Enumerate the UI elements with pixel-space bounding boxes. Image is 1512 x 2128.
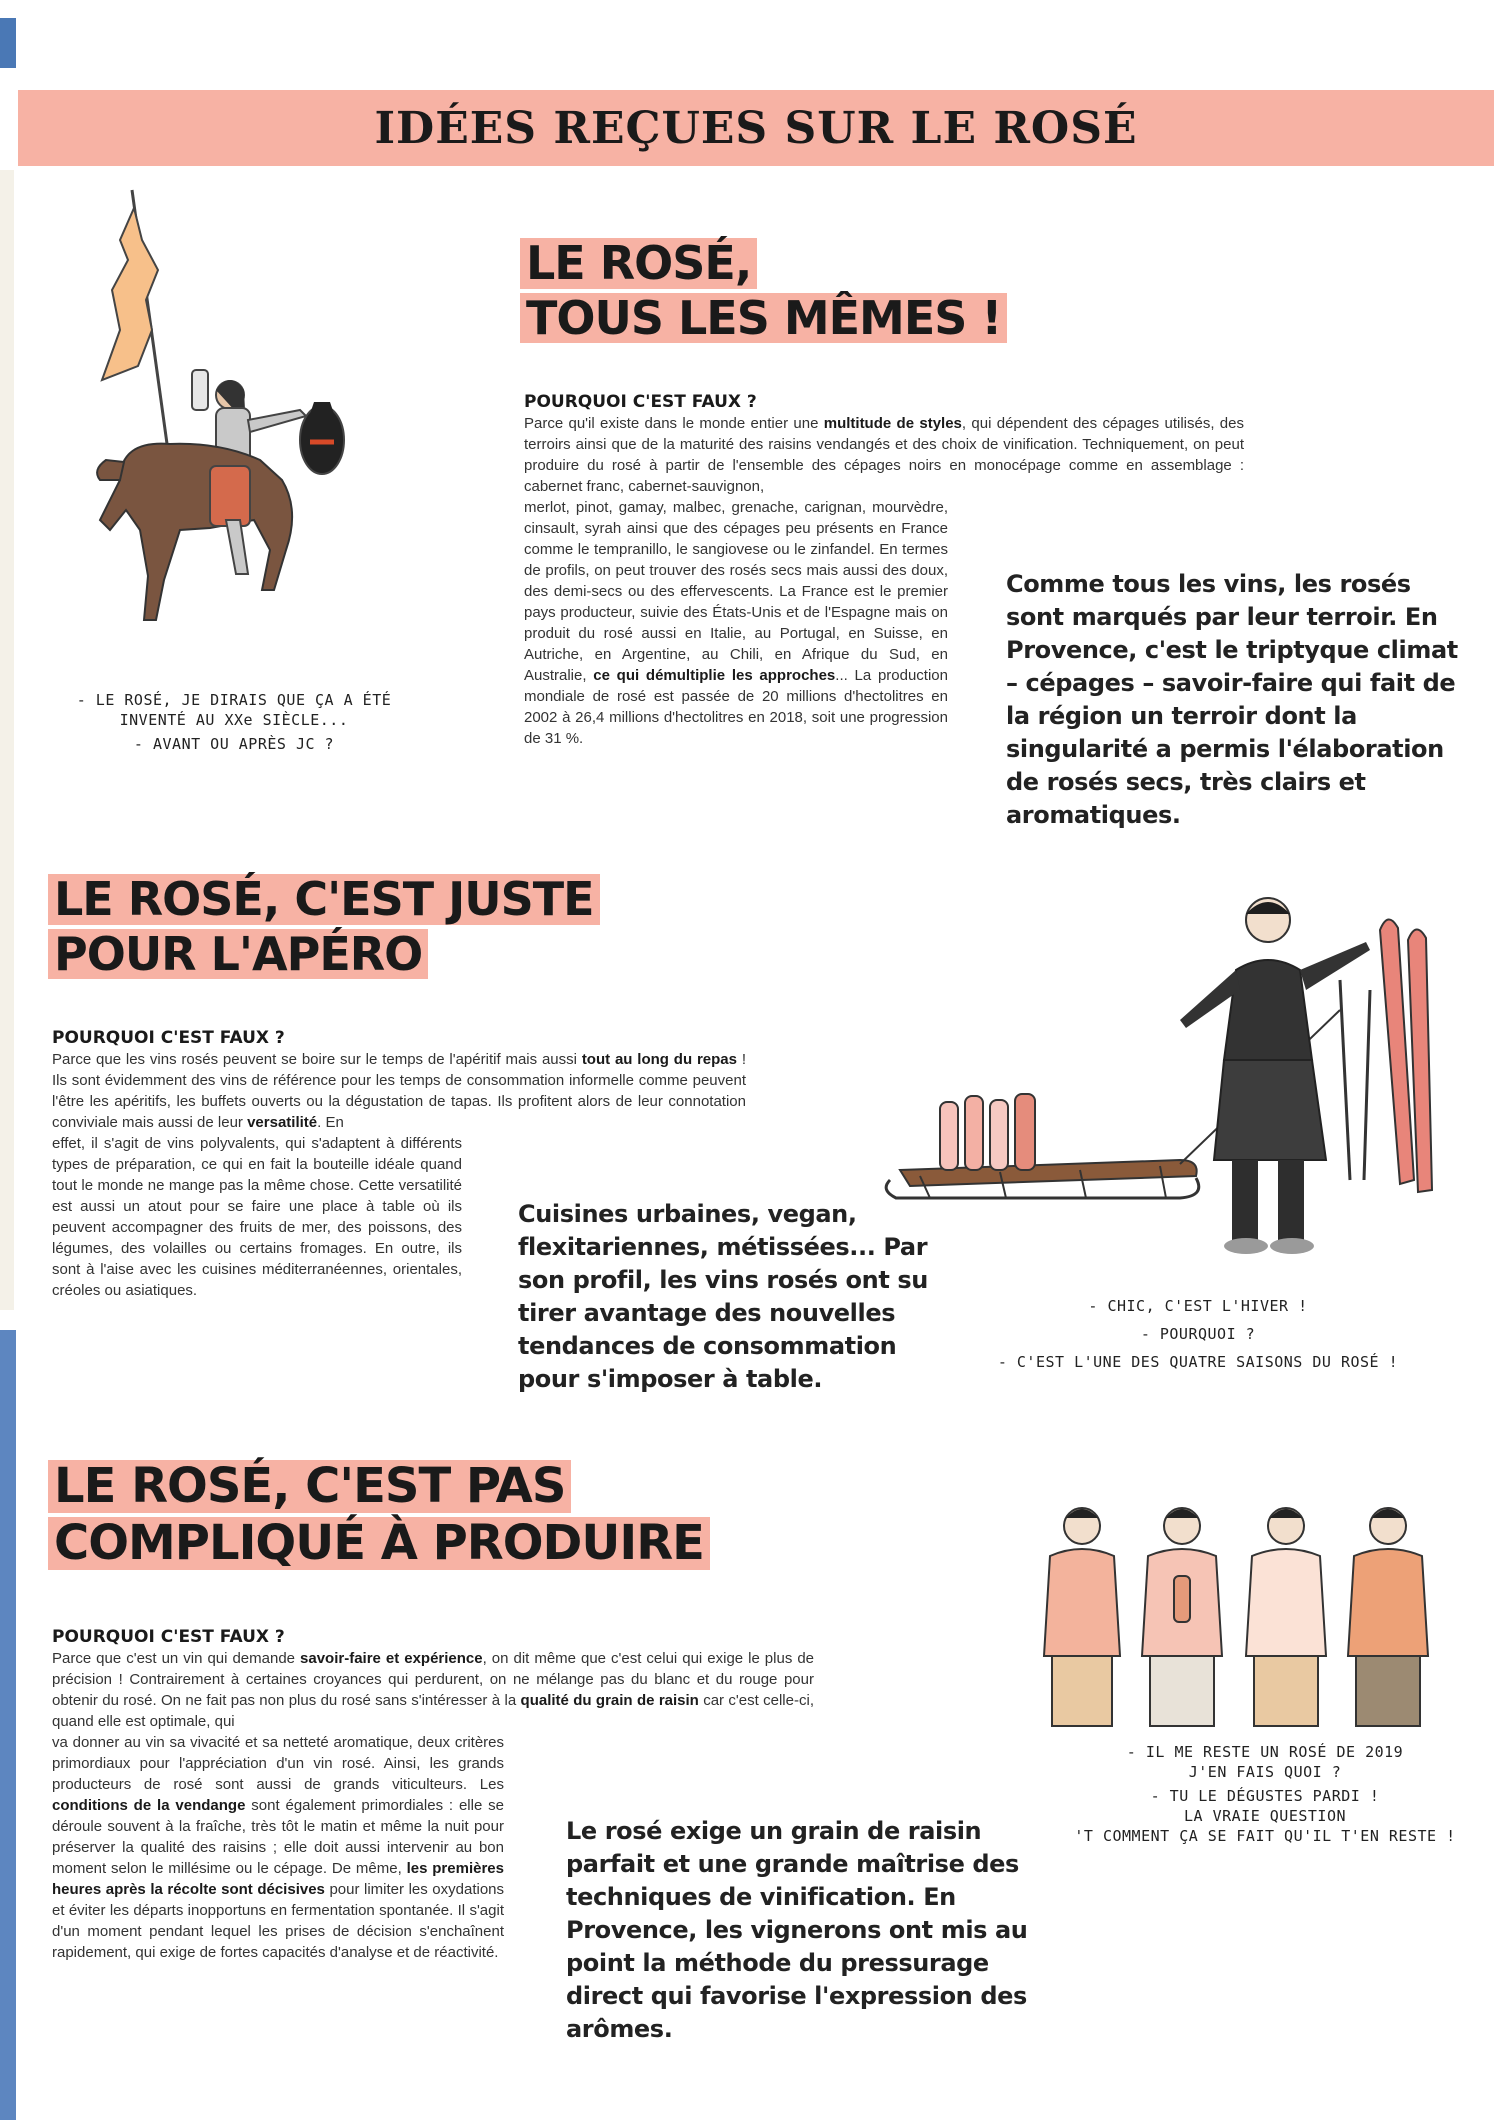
body-bold-run: ce qui démultiplie les approches [593,667,836,684]
man-figure [1142,1508,1222,1726]
four-men-in-shirts-illustration [1030,1496,1450,1746]
body-text-run: car c'est celle-ci, quand elle est optimale, qui [52,1692,814,1730]
heading-line: LE ROSÉ, C'EST PAS [48,1460,571,1513]
man-figure [1044,1508,1120,1726]
illustration-caption [44,690,424,754]
pull-quote: Le rosé exige un grain de raisin parfait et une grande maîtrise des techniques de vinification. En Provence, les vignerons ont mis au point la méthode du pressurage direct qui favorise l'expression des arômes. [566,1817,1028,2043]
body-text-run: ! Ils sont évidemment des vins de référence pour les temps de consommation informelle comme peuvent l'être les apéritifs, les buffets ouverts ou la dégustation de tapas. Ils profitent alors de leur connotation conviviale mais aussi de leur [52,1051,747,1131]
caption-line: - AVANT OU APRÈS JC ? [133,735,335,753]
body-text-run: pour limiter les oxydations et éviter les départs inopportuns en fermentation spontanée. Il s'agit d'un moment pendant lequel les prises de décision s'enchaînent rapidement, qui exige de fortes capacités d'analyse et de réactivité. [52,1881,505,1961]
body-bold-run: tout au long du repas [581,1051,737,1068]
man-figure [1246,1508,1326,1726]
caption-line: - POURQUOI ? [1140,1325,1256,1343]
body-text-run: , qui dépendent des cépages utilisés, des terroirs ainsi que de la maturité des raisins vendangés et des choix de vinification. Techniquement, on peut produire du rosé à partir de l'ensemble des cépages noirs en monocépage comme en assemblage : cabernet franc, cabernet-sauvignon, [524,415,1244,495]
man-figure [1348,1508,1428,1726]
section-heading [520,238,1007,347]
title-banner [18,90,1494,166]
body-bold-run: multitude de styles [823,415,962,432]
page-title: IDÉES REÇUES SUR LE ROSÉ [374,102,1138,154]
caption-line: J'EN FAIS QUOI ? [1188,1763,1342,1781]
body-bold-run: qualité du grain de raisin [520,1692,699,1709]
pull-quote: Cuisines urbaines, vegan, flexitariennes, métissées... Par son profil, les vins rosés ont su tirer avantage des nouvelles tendances de consommation pour s'imposer à table. [518,1200,928,1393]
heading-line: COMPLIQUÉ À PRODUIRE [48,1517,710,1570]
section-body [52,1648,814,1732]
body-text-run: Parce que les vins rosés peuvent se boire sur le temps de l'apéritif mais aussi [52,1051,582,1068]
caption-line: LA VRAIE QUESTION [1183,1807,1347,1825]
caption-line: - LE ROSÉ, JE DIRAIS QUE ÇA A ÉTÉ [76,691,392,709]
caption-line: - TU LE DÉGUSTES PARDI ! [1150,1787,1380,1805]
body-bold-run: conditions de la vendange [52,1797,246,1814]
knight-on-horse-illustration [60,180,350,660]
heading-line: TOUS LES MÊMES ! [520,293,1007,344]
illustration-caption [968,1296,1428,1372]
body-bold-run: savoir-faire et expérience [300,1650,483,1667]
body-text-run: va donner au vin sa vivacité et sa netteté aromatique, deux critères primordiaux pour l'appréciation d'un vin rosé. Ainsi, les grands producteurs de rosé sont aussi de grands viticulteurs. Les [52,1734,504,1793]
heading-line: LE ROSÉ, C'EST JUSTE [48,874,600,925]
pull-quote: Comme tous les vins, les rosés sont marqués par leur terroir. En Provence, c'est le triptyque climat – cépages – savoir-faire qui fait de la région un terroir dont la singularité a permis l'élaboration de rosés secs, très clairs et aromatiques. [1006,570,1458,829]
body-bold-run: versatilité [247,1114,318,1131]
section-body-column [524,497,948,749]
body-text-run: ... La production mondiale de rosé est passée de 20 millions d'hectolitres en 2002 à 26,4 millions d'hectolitres en 2018, soit une progression de 31 %. [524,667,948,747]
section-body [52,1049,746,1133]
heading-line: POUR L'APÉRO [48,929,428,980]
section-subheading: POURQUOI C'EST FAUX ? [52,1627,285,1647]
section-subheading: POURQUOI C'EST FAUX ? [52,1028,285,1048]
section-heading [48,1460,710,1574]
waiter-with-sled-illustration [880,880,1480,1280]
caption-line: 'T COMMENT ÇA SE FAIT QU'IL T'EN RESTE ! [1074,1827,1456,1845]
body-text-run: Parce que c'est un vin qui demande [52,1650,301,1667]
section-body [524,413,1244,497]
body-text-run: sont également primordiales : elle se déroule souvent à la fraîche, très tôt le matin et même la nuit pour préserver la qualité des raisins ; elle doit aussi intervenir au bon moment selon le millésime ou le cépage. De même, [52,1797,504,1877]
body-text-run: merlot, pinot, gamay, malbec, grenache, carignan, mourvèdre, cinsault, syrah ainsi que des cépages peu présents en France comme le tempranillo, le sangiovese ou le zinfandel. En termes de profils, on peut trouver des rosés secs mais aussi des doux, des demi-secs ou des effervescents. La France est le premier pays producteur, suivie des États-Unis et de l'Espagne mais on produit du rosé aussi en Italie, au Portugal, en Suisse, en Autriche, en Argentine, au Chili, en Afrique du Sud, en Australie, [524,499,948,684]
heading-line: LE ROSÉ, [520,238,757,289]
caption-line: INVENTÉ AU XXe SIÈCLE... [119,711,349,729]
caption-line: - C'EST L'UNE DES QUATRE SAISONS DU ROSÉ ! [997,1353,1399,1371]
caption-line: - CHIC, C'EST L'HIVER ! [1088,1297,1308,1315]
illustration-caption [1050,1742,1480,1846]
section-body-column [52,1732,504,1963]
edge-strip-top [0,18,16,68]
section-heading [48,874,600,983]
section-body-column: effet, il s'agit de vins polyvalents, qui s'adaptent à différents types de préparation, ce qui en fait la bouteille idéale quand tout le monde ne mange pas la même chose. Cette versatilité est aussi un atout pour se faire une place à table où ils peuvent accompagner des fruits de mer, des poissons, des légumes, des volailles ou certains fromages. En outre, ils sont à l'aise avec les cuisines méditerranéennes, orientales, créoles ou asiatiques. [52,1135,462,1299]
body-bold-run: les premières heures après la récolte sont décisives [52,1860,504,1898]
edge-strip-bottom [0,1330,16,2120]
body-text-run: Parce qu'il existe dans le monde entier une [524,415,824,432]
caption-line: - IL ME RESTE UN ROSÉ DE 2019 [1126,1743,1404,1761]
body-text-run: . En [317,1114,344,1131]
body-text-run: , on dit même que c'est celui qui exige le plus de précision ! Contrairement à certaines croyances qui perdurent, on ne mélange pas du blanc et du rouge pour obtenir du rosé. On ne fait pas non plus du rosé sans s'intéresser à la [52,1650,815,1709]
edge-fade [0,170,14,1310]
section-subheading: POURQUOI C'EST FAUX ? [524,392,757,412]
